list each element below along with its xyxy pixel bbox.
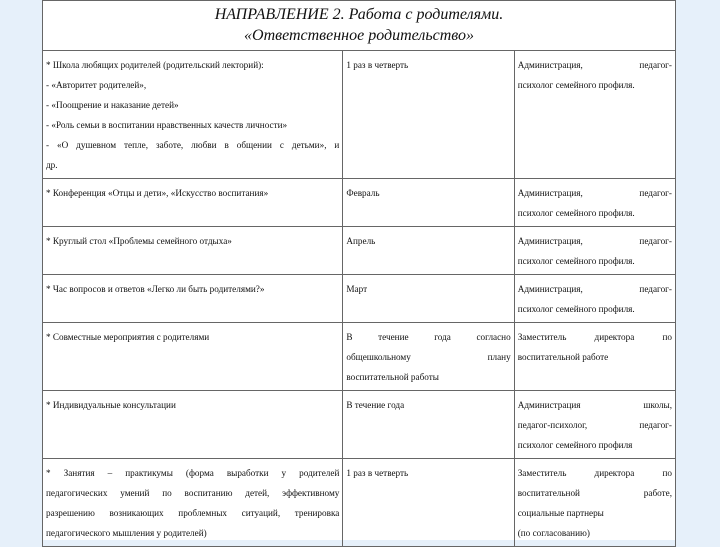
- time-cell: [343, 275, 514, 323]
- event-line: - «Поощрение и наказание детей»: [46, 100, 179, 110]
- time-line: В течение года: [346, 400, 405, 410]
- responsible-cell: [514, 51, 675, 179]
- time-line: воспитательной работы: [346, 372, 439, 382]
- event-cell: [43, 323, 343, 391]
- responsible-line: психолог семейного профиля.: [517, 208, 635, 218]
- event-cell: [43, 391, 343, 459]
- time-cell: [343, 459, 514, 547]
- table-row: [43, 275, 676, 323]
- responsible-line: Администрация, педагог-: [517, 236, 672, 246]
- event-line: - «Авторитет родителей»,: [46, 80, 147, 90]
- responsible-line: Администрация школы,: [517, 400, 672, 410]
- event-cell: [43, 275, 343, 323]
- responsible-line: Администрация, педагог-: [517, 188, 672, 198]
- responsible-cell: [514, 391, 675, 459]
- responsible-line: психолог семейного профиля.: [517, 256, 635, 266]
- responsible-line: социальные партнеры: [517, 508, 604, 518]
- event-line: - «О душевном тепле, заботе, любви в общении с детьми», и: [46, 140, 340, 150]
- event-cell: [43, 459, 343, 547]
- responsible-line: педагог-психолог, педагог-: [517, 420, 672, 430]
- event-line: педагогического мышления у родителей): [46, 528, 207, 538]
- time-line: 1 раз в четверть: [346, 60, 409, 70]
- responsible-line: воспитательной работе: [517, 352, 609, 362]
- time-cell: [343, 323, 514, 391]
- event-cell: [43, 179, 343, 227]
- event-line: - «Роль семьи в воспитании нравственных качеств личности»: [46, 120, 288, 130]
- responsible-cell: [514, 179, 675, 227]
- event-line: * Занятия – практикумы (форма выработки у родителей: [46, 468, 340, 478]
- table-row: [43, 391, 676, 459]
- table-row: [43, 323, 676, 391]
- event-line: * Школа любящих родителей (родительский лекторий):: [46, 60, 264, 70]
- event-line: * Круглый стол «Проблемы семейного отдыха»: [46, 236, 232, 246]
- responsible-line: Заместитель директора по: [517, 468, 672, 478]
- event-line: педагогических умений по воспитанию детей, эффективному: [46, 488, 340, 498]
- title-line-1: НАПРАВЛЕНИЕ 2. Работа с родителями.: [214, 6, 504, 23]
- table-row: [43, 179, 676, 227]
- table-title: [43, 1, 676, 51]
- plan-table: [42, 0, 676, 547]
- time-line: Март: [346, 284, 368, 294]
- time-cell: [343, 391, 514, 459]
- title-line-2: «Ответственное родительство»: [244, 27, 474, 44]
- responsible-cell: [514, 227, 675, 275]
- event-cell: [43, 51, 343, 179]
- event-line: * Совместные мероприятия с родителями: [46, 332, 210, 342]
- event-line: * Час вопросов и ответов «Легко ли быть родителями?»: [46, 284, 265, 294]
- event-line: разрешению возникающих проблемных ситуаций, тренировка: [46, 508, 340, 518]
- event-line: * Конференция «Отцы и дети», «Искусство воспитания»: [46, 188, 269, 198]
- responsible-line: Администрация, педагог-: [517, 284, 672, 294]
- responsible-line: психолог семейного профиля: [517, 440, 633, 450]
- event-cell: [43, 227, 343, 275]
- time-cell: [343, 179, 514, 227]
- event-line: * Индивидуальные консультации: [46, 400, 176, 410]
- responsible-line: психолог семейного профиля.: [517, 304, 635, 314]
- title-row: [43, 1, 676, 51]
- responsible-line: (по согласованию): [517, 528, 590, 538]
- table-row: [43, 51, 676, 179]
- time-cell: [343, 51, 514, 179]
- responsible-cell: [514, 323, 675, 391]
- time-line: Апрель: [346, 236, 376, 246]
- document-sheet: [42, 0, 676, 540]
- time-line: общешкольному плану: [346, 352, 511, 362]
- table-row: [43, 227, 676, 275]
- event-line: др.: [46, 160, 58, 170]
- responsible-line: воспитательной работе,: [517, 488, 672, 498]
- time-line: 1 раз в четверть: [346, 468, 409, 478]
- time-line: Февраль: [346, 188, 380, 198]
- responsible-line: Администрация, педагог-: [517, 60, 672, 70]
- responsible-cell: [514, 275, 675, 323]
- responsible-line: Заместитель директора по: [517, 332, 672, 342]
- responsible-line: психолог семейного профиля.: [517, 80, 635, 90]
- responsible-cell: [514, 459, 675, 547]
- table-row: [43, 459, 676, 547]
- time-cell: [343, 227, 514, 275]
- time-line: В течение года согласно: [346, 332, 511, 342]
